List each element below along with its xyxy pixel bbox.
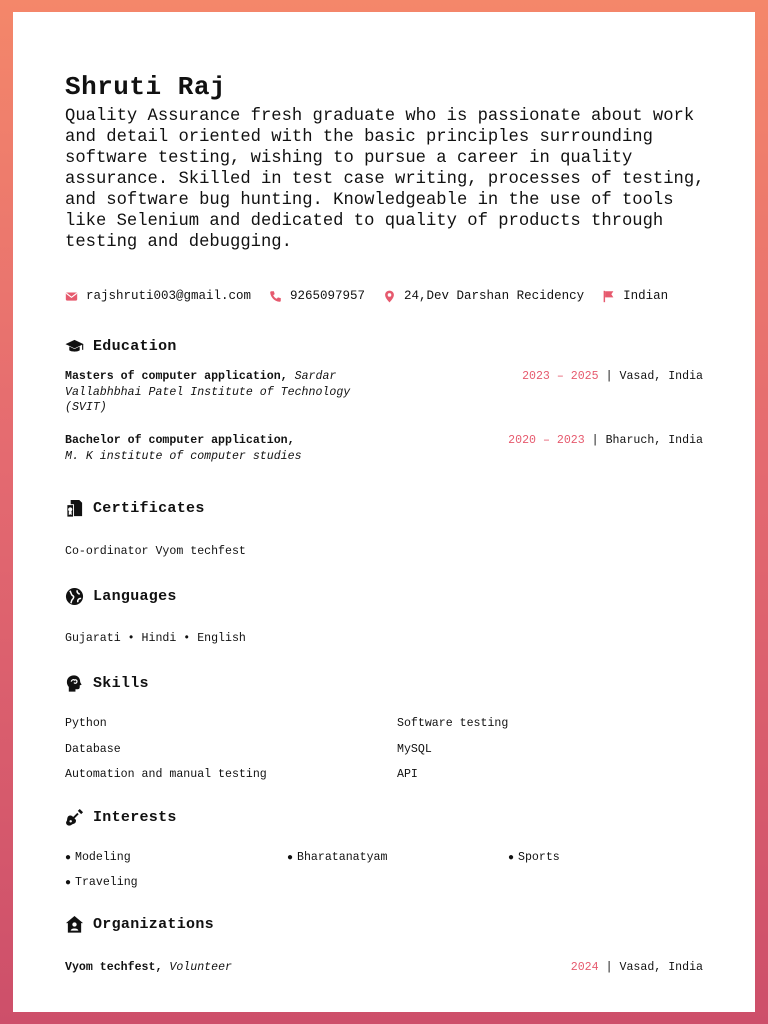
- location: Bharuch, India: [605, 434, 703, 447]
- degree: Masters of computer application,: [65, 370, 288, 383]
- interests-heading: [65, 808, 177, 827]
- house-user-icon: [65, 915, 84, 934]
- date-range: 2020 – 2023: [508, 434, 585, 447]
- email-text: rajshruti003@gmail.com: [86, 289, 252, 303]
- bullet-icon: ●: [65, 853, 72, 864]
- date-range: 2023 – 2025: [522, 370, 599, 383]
- organizations-title: Organizations: [93, 916, 214, 933]
- interest-item: ● Sports: [508, 851, 560, 864]
- certificate-item: Co-ordinator Vyom techfest: [65, 545, 246, 558]
- institution: Sardar Vallabhbhai Patel Institute of Technology (SVIT): [65, 370, 351, 414]
- interest-item: ● Modeling: [65, 851, 131, 864]
- guitar-icon: [65, 808, 84, 827]
- location: Vasad, India: [619, 370, 703, 383]
- languages-title: Languages: [93, 588, 177, 605]
- person-name: Shruti Raj: [65, 72, 227, 102]
- skill-item: Automation and manual testing: [65, 768, 267, 781]
- institution: M. K institute of computer studies: [65, 449, 302, 463]
- profile-summary: Quality Assurance fresh graduate who is passionate about work and detail oriented with the basic principles surrounding software testing, wishing to pursue a career in quality assurance. Skilled in test case writing, processes of testing, and software bug hunting. Knowledgeable in the use of tools like Selenium and dedicated to quality of products through testing and debugging.: [65, 107, 705, 252]
- education-entry: [65, 369, 703, 416]
- contact-phone[interactable]: [269, 289, 365, 303]
- organizations-heading: [65, 915, 214, 934]
- graduation-cap-icon: [65, 337, 84, 356]
- organization-entry: [65, 960, 703, 976]
- education-entry: [65, 433, 703, 464]
- skill-item: Python: [65, 717, 107, 730]
- languages-heading: [65, 587, 177, 606]
- certificates-heading: [65, 499, 205, 518]
- certificate-icon: [65, 499, 84, 518]
- skill-item: Software testing: [397, 717, 509, 730]
- brain-head-icon: [65, 674, 84, 693]
- skill-item: Database: [65, 743, 121, 756]
- flag-icon: [602, 290, 615, 303]
- address-text: 24,Dev Darshan Recidency: [404, 289, 585, 303]
- nationality-text: Indian: [623, 289, 669, 303]
- interests-title: Interests: [93, 809, 177, 826]
- organization-role: Volunteer: [169, 961, 232, 974]
- bullet-icon: ●: [508, 853, 515, 864]
- education-heading: [65, 337, 177, 356]
- phone-icon: [269, 290, 282, 303]
- contact-address: [383, 289, 584, 303]
- contact-nationality: [602, 289, 668, 303]
- date-range: 2024: [570, 961, 599, 974]
- contact-email[interactable]: [65, 289, 251, 303]
- globe-icon: [65, 587, 84, 606]
- separator: |: [605, 370, 613, 383]
- separator: |: [605, 961, 613, 974]
- skill-item: MySQL: [397, 743, 432, 756]
- skills-heading: [65, 674, 149, 693]
- languages-list: Gujarati • Hindi • English: [65, 632, 246, 645]
- interest-item: ● Bharatanatyam: [287, 851, 388, 864]
- skills-title: Skills: [93, 675, 149, 692]
- degree: Bachelor of computer application,: [65, 434, 295, 447]
- bullet-icon: ●: [65, 878, 72, 889]
- bullet-icon: ●: [287, 853, 294, 864]
- separator: |: [591, 434, 599, 447]
- location: Vasad, India: [619, 961, 703, 974]
- resume-page: [13, 12, 755, 1012]
- envelope-icon: [65, 290, 78, 303]
- phone-text: 9265097957: [290, 289, 366, 303]
- skill-item: API: [397, 768, 418, 781]
- education-title: Education: [93, 338, 177, 355]
- map-pin-icon: [383, 290, 396, 303]
- interest-item: ● Traveling: [65, 876, 138, 889]
- organization-name: Vyom techfest,: [65, 961, 163, 974]
- certificates-title: Certificates: [93, 500, 205, 517]
- contact-bar: [65, 289, 705, 303]
